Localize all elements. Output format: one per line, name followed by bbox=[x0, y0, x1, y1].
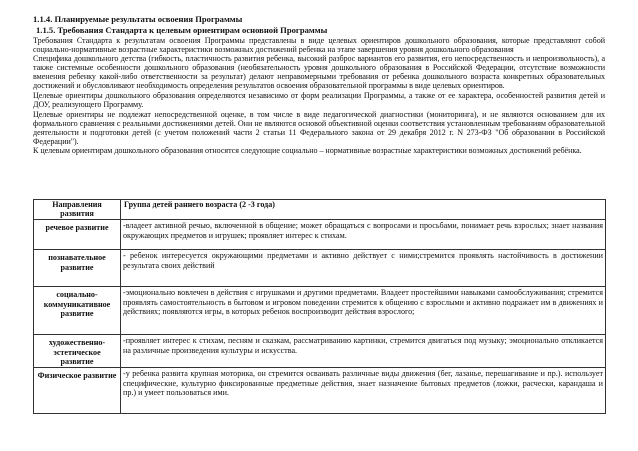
paragraph-independence: Целевые ориентиры дошкольного образования определяются независимо от форм реализации Программы, а также от ее характера, особенностей развития детей и ДОУ, реализующего Программу. bbox=[33, 91, 605, 109]
header-age-group: Группа детей раннего возраста (2 -3 года) bbox=[121, 200, 606, 220]
table-row bbox=[34, 335, 606, 368]
description-cell: - ребенок интересуется окружающими предметами и активно действует с ними;стремится проявлять настойчивость в достижении результата своих действий bbox=[121, 250, 606, 287]
section-heading-1-1-5: 1.1.5. Требования Стандарта к целевым ориентирам основной Программы bbox=[36, 24, 328, 35]
paragraph-standard-requirements: Требования Стандарта к результатам освоения Программы представлены в виде целевых ориентиров дошкольного образования, которые представляют собой социально-нормативные возрастные характеристики возможных достижений ребенка на этапе завершения уровня дошкольного образования bbox=[33, 36, 605, 54]
description-cell: -владеет активной речью, включенной в общение; может обращаться с вопросами и просьбами, понимает речь взрослых; знает названия окружающих предметов и игрушек; проявляет интерес к стихам. bbox=[121, 220, 606, 250]
paragraph-preschool-specifics: Специфика дошкольного детства (гибкость, пластичность развития ребенка, высокий разброс вариантов его развития, его непосредственность и непроизвольность), а также системные особенности дошкольного образования (необязательность уровня дошкольного образования в Российской Федерации, отсутствие возможности вменения ребенку какой-либо ответственности за результат) делают неправомерными требования от ребенка дошкольного возраста конкретных образовательных достижений и обусловливают необходимость определения результатов освоения образовательной программы в виде целевых ориентиров. bbox=[33, 54, 605, 90]
table-row bbox=[34, 250, 606, 287]
direction-cell: речевое развитие bbox=[34, 220, 121, 250]
direction-cell: Физическое развитие bbox=[34, 368, 121, 414]
section-heading-1-1-4: 1.1.4. Планируемые результаты освоения Программы bbox=[33, 14, 243, 24]
table-row bbox=[34, 220, 606, 250]
paragraph-no-assessment: Целевые ориентиры не подлежат непосредственной оценке, в том числе в виде педагогической диагностики (мониторинга), и не являются основанием для их формального сравнения с реальными достижениями детей. Они не являются основой объективной оценки соответствия установленным требованиям образовательной деятельности и подготовки детей (с учетом положений части 2 статьи 11 Федерального закона от 29 декабря 2012 г. N 273-ФЗ "Об образовании в Российской Федерации"). bbox=[33, 110, 605, 146]
direction-cell: познавательное развитие bbox=[34, 250, 121, 287]
table-row bbox=[34, 368, 606, 414]
paragraph-characteristics-intro: К целевым ориентирам дошкольного образования относятся следующие социально – нормативные возрастные характеристики возможных достижений ребёнка. bbox=[33, 146, 582, 155]
description-cell: -эмоционально вовлечен в действия с игрушками и другими предметами. Владеет простейшими навыками самообслуживания; стремится проявлять самостоятельность в бытовом и игровом поведении стремится к общению с взрослыми и активно подражает им в движениях и действиях; появляются игры, в которых ребенок воспроизводит действия взрослого; bbox=[121, 287, 606, 335]
direction-cell: художественно-эстетическое развитие bbox=[34, 335, 121, 368]
description-cell: -проявляет интерес к стихам, песням и сказкам, рассматриванию картинки, стремится двигаться под музыку; эмоционально откликается на различные произведения культуры и искусства. bbox=[121, 335, 606, 368]
target-guidelines-table bbox=[33, 199, 606, 414]
document-page bbox=[33, 14, 605, 155]
description-cell: -у ребенка развита крупная моторика, он стремится осваивать различные виды движения (бег, лазанье, перешагивание и пр.). использует специфические, культурно фиксированные предметные действия, знает назначение бытовых предметов (ложки, расчески, карандаша и пр.) и умеет пользоваться ими. bbox=[121, 368, 606, 414]
table-header-row bbox=[34, 200, 606, 220]
direction-cell: социально-коммуникативное развитие bbox=[34, 287, 121, 335]
table-row bbox=[34, 287, 606, 335]
header-directions: Направления развития bbox=[34, 200, 121, 220]
